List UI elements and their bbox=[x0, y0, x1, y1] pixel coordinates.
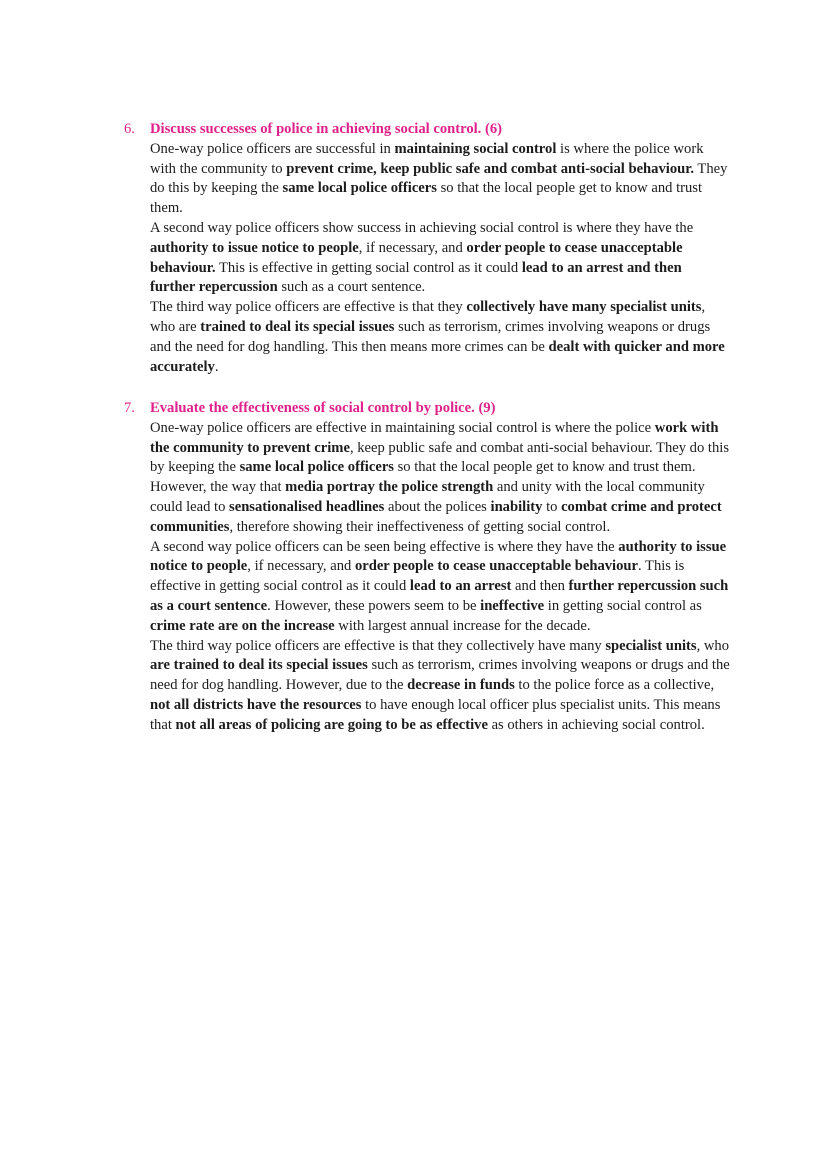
emphasis-text: specialist units bbox=[605, 637, 697, 654]
text-run: so that the local people get to know and trust them. However, the way that bbox=[150, 459, 696, 496]
question-heading bbox=[124, 399, 730, 419]
emphasis-text: ineffective bbox=[480, 597, 545, 614]
question-number: 6. bbox=[124, 121, 135, 137]
text-run: . bbox=[214, 358, 219, 375]
text-run: with largest annual increase for the decade. bbox=[334, 617, 591, 634]
emphasis-text: lead to an arrest bbox=[409, 578, 512, 595]
answer-paragraph bbox=[150, 419, 730, 538]
text-run: , who bbox=[696, 637, 729, 654]
emphasis-text: authority to issue notice to people bbox=[150, 538, 727, 575]
answer-paragraph bbox=[150, 219, 730, 298]
text-run: The third way police officers are effective is that they bbox=[150, 299, 467, 316]
text-run: to bbox=[542, 498, 562, 515]
question-heading bbox=[124, 120, 730, 140]
text-run: in getting social control as bbox=[544, 597, 702, 614]
emphasis-text: are trained to deal its special issues bbox=[150, 657, 368, 674]
text-run: so that the local people get to know and trust them. bbox=[150, 180, 703, 217]
text-run: is where the police work with the community to bbox=[150, 140, 704, 177]
emphasis-text: same local police officers bbox=[282, 180, 437, 197]
emphasis-text: dealt with quicker and more accurately bbox=[150, 338, 725, 375]
emphasis-text: work with the community to prevent crime bbox=[150, 419, 719, 456]
text-run: and unity with the local community could lead to bbox=[150, 479, 705, 515]
text-run: such as a court sentence. bbox=[277, 279, 426, 296]
emphasis-text: not all districts have the resources bbox=[150, 696, 362, 713]
emphasis-text: prevent crime, keep public safe and combat anti-social behaviour. bbox=[286, 160, 695, 177]
emphasis-text: collectively have many specialist units bbox=[466, 299, 702, 316]
answer-body bbox=[150, 140, 730, 378]
text-run: . This is effective in getting social control as it could bbox=[150, 558, 685, 595]
emphasis-text: lead to an arrest and then further repercussion bbox=[150, 259, 682, 296]
text-run: and then bbox=[511, 578, 569, 595]
text-run: One-way police officers are successful in bbox=[150, 140, 395, 157]
text-run: . However, these powers seem to be bbox=[267, 597, 481, 614]
emphasis-text: crime rate are on the increase bbox=[150, 617, 335, 634]
emphasis-text: inability bbox=[490, 498, 543, 515]
text-run: such as terrorism, crimes involving weapons or drugs and the need for dog handling. This then means more crimes can be bbox=[150, 318, 711, 355]
answer-paragraph bbox=[150, 140, 730, 219]
emphasis-text: decrease in funds bbox=[407, 677, 515, 694]
text-run: about the polices bbox=[384, 498, 491, 515]
text-run: One-way police officers are effective in maintaining social control is where the police bbox=[150, 419, 655, 436]
emphasis-text: media portray the police strength bbox=[285, 479, 494, 496]
emphasis-text: authority to issue notice to people bbox=[150, 239, 359, 256]
text-run: to the police force as a collective, bbox=[514, 677, 715, 694]
answer-paragraph bbox=[150, 298, 730, 377]
question-number: 7. bbox=[124, 400, 135, 416]
emphasis-text: order people to cease unacceptable behaviour bbox=[354, 558, 638, 575]
answer-paragraph bbox=[150, 637, 730, 736]
text-run: , if necessary, and bbox=[247, 558, 355, 575]
emphasis-text: order people to cease unacceptable behaviour. bbox=[150, 239, 683, 276]
answer-paragraph bbox=[150, 538, 730, 637]
text-run: , who are bbox=[150, 299, 706, 335]
emphasis-text: maintaining social control bbox=[394, 140, 557, 157]
text-run: , keep public safe and combat anti-social behaviour. They do this by keeping the bbox=[150, 439, 729, 476]
text-run: This is effective in getting social control as it could bbox=[215, 259, 522, 276]
emphasis-text: combat crime and protect communities bbox=[150, 498, 722, 535]
text-run: to have enough local officer plus specialist units. This means that bbox=[150, 696, 721, 733]
text-run: The third way police officers are effective is that they collectively have many bbox=[150, 637, 606, 654]
text-run: as others in achieving social control. bbox=[487, 716, 705, 733]
answer-body bbox=[150, 419, 730, 736]
text-run: such as terrorism, crimes involving weapons or drugs and the need for dog handling. However, due to the bbox=[150, 657, 730, 694]
text-run: A second way police officers can be seen being effective is where they have the bbox=[150, 538, 619, 555]
question-title: Discuss successes of police in achieving social control. (6) bbox=[150, 121, 502, 137]
emphasis-text: further repercussion such as a court sentence bbox=[150, 578, 729, 614]
question-7 bbox=[124, 399, 730, 736]
text-run: , if necessary, and bbox=[358, 239, 467, 256]
emphasis-text: same local police officers bbox=[239, 459, 394, 476]
question-title: Evaluate the effectiveness of social control by police. (9) bbox=[150, 400, 496, 416]
emphasis-text: not all areas of policing are going to be as effective bbox=[175, 716, 488, 733]
question-6 bbox=[124, 120, 730, 377]
text-run: A second way police officers show success in achieving social control is where they have the bbox=[150, 219, 694, 236]
text-run: , therefore showing their ineffectiveness of getting social control. bbox=[229, 518, 611, 535]
emphasis-text: sensationalised headlines bbox=[229, 498, 385, 515]
text-run: They do this by keeping the bbox=[150, 160, 728, 197]
emphasis-text: trained to deal its special issues bbox=[200, 318, 395, 335]
